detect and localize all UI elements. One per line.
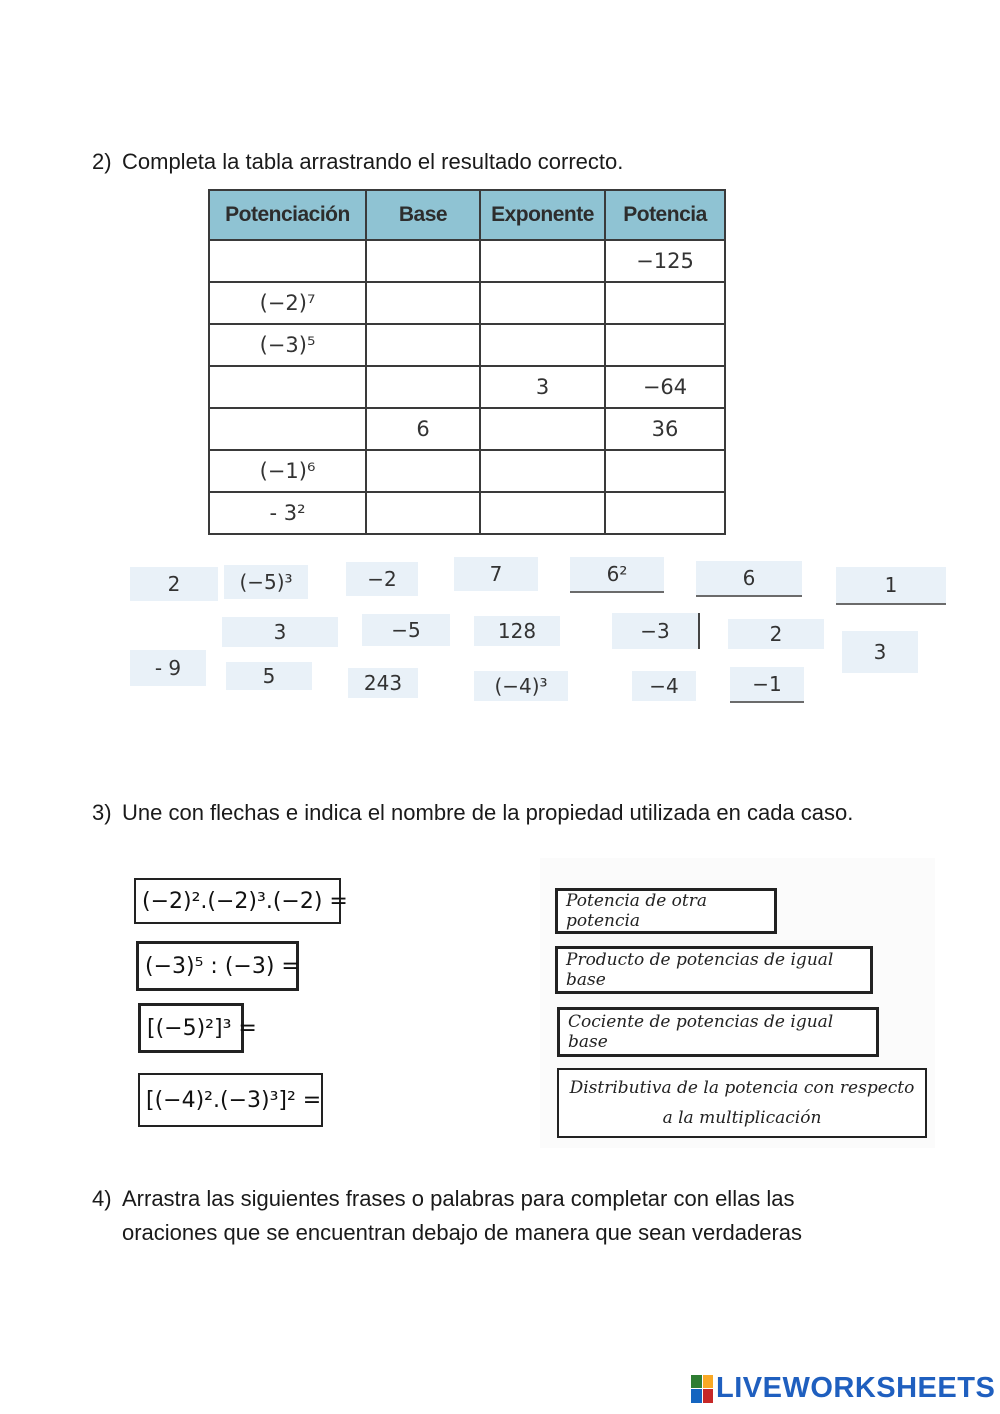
drag-tile[interactable]: (−5)³ xyxy=(224,565,308,599)
drag-tile[interactable]: 128 xyxy=(474,616,560,646)
drag-tile[interactable]: 3 xyxy=(222,617,338,647)
drag-tile[interactable]: 7 xyxy=(454,557,538,591)
drag-tile[interactable]: 6 xyxy=(696,561,802,597)
table-header-row xyxy=(209,190,725,240)
question-text: Une con flechas e indica el nombre de la propiedad utilizada en cada caso. xyxy=(122,800,854,825)
expression-product[interactable]: (−2)².(−2)³.(−2) = xyxy=(134,878,341,924)
drop-cell[interactable] xyxy=(366,450,480,492)
drop-cell[interactable] xyxy=(605,450,725,492)
table-cell: - 3² xyxy=(209,492,366,534)
drag-tile[interactable]: 3 xyxy=(842,631,918,673)
drag-tile[interactable]: 5 xyxy=(226,662,312,690)
drop-cell[interactable] xyxy=(366,366,480,408)
header-potencia: Potencia xyxy=(605,190,725,240)
drag-tile[interactable]: - 9 xyxy=(130,650,206,686)
drop-cell[interactable] xyxy=(366,240,480,282)
property-quotient-same-base[interactable]: Cociente de potencias de igual base xyxy=(557,1007,879,1057)
question-text-line-2: oraciones que se encuentran debajo de manera que sean verdaderas xyxy=(122,1220,803,1245)
table-cell: (−2)⁷ xyxy=(209,282,366,324)
table-cell: −64 xyxy=(605,366,725,408)
drop-cell[interactable] xyxy=(605,324,725,366)
drop-cell[interactable] xyxy=(209,408,366,450)
drag-tile[interactable]: 2 xyxy=(728,619,824,649)
logo-square xyxy=(703,1375,714,1389)
header-base: Base xyxy=(366,190,480,240)
table-row xyxy=(209,240,725,282)
expression-power-of-power[interactable]: [(−5)²]³ = xyxy=(138,1003,244,1053)
question-number: 4) xyxy=(92,1186,112,1211)
powers-table xyxy=(208,189,726,535)
expression-quotient[interactable]: (−3)⁵ : (−3) = xyxy=(136,941,299,991)
drag-tile[interactable]: −5 xyxy=(362,614,450,646)
logo-square xyxy=(703,1389,714,1403)
table-cell: (−1)⁶ xyxy=(209,450,366,492)
question-3-heading xyxy=(92,796,853,830)
powers-table-wrapper xyxy=(208,189,726,535)
drop-cell[interactable] xyxy=(366,324,480,366)
header-potenciacion: Potenciación xyxy=(209,190,366,240)
drop-cell[interactable] xyxy=(366,282,480,324)
table-cell: 6 xyxy=(366,408,480,450)
table-cell: 3 xyxy=(480,366,605,408)
table-row xyxy=(209,366,725,408)
question-2-heading xyxy=(92,145,623,179)
liveworksheets-logo xyxy=(691,1372,995,1405)
question-text-line-1: Arrastra las siguientes frases o palabras para completar con ellas las xyxy=(122,1186,795,1211)
property-distributive[interactable] xyxy=(557,1068,927,1138)
drag-tile[interactable]: −2 xyxy=(346,562,418,596)
drag-tile[interactable]: 6² xyxy=(570,557,664,593)
drag-tile[interactable]: 243 xyxy=(348,668,418,698)
question-text: Completa la tabla arrastrando el resultado correcto. xyxy=(122,149,624,174)
question-number: 2) xyxy=(92,149,112,174)
drag-tile[interactable]: −3 xyxy=(612,613,700,649)
drop-cell[interactable] xyxy=(480,324,605,366)
table-cell: 36 xyxy=(605,408,725,450)
logo-text: LIVEWORKSHEETS xyxy=(716,1372,996,1404)
header-exponente: Exponente xyxy=(480,190,605,240)
drop-cell[interactable] xyxy=(480,282,605,324)
expression-distributive[interactable]: [(−4)².(−3)³]² = xyxy=(138,1073,323,1127)
property-power-of-power[interactable]: Potencia de otra potencia xyxy=(555,888,777,934)
table-cell: (−3)⁵ xyxy=(209,324,366,366)
drop-cell[interactable] xyxy=(480,240,605,282)
property-line-2: a la multiplicación xyxy=(662,1108,822,1128)
drop-cell[interactable] xyxy=(480,408,605,450)
question-number: 3) xyxy=(92,800,112,825)
drop-cell[interactable] xyxy=(480,450,605,492)
drag-tile[interactable]: (−4)³ xyxy=(474,671,568,701)
drop-cell[interactable] xyxy=(209,366,366,408)
property-product-same-base[interactable]: Producto de potencias de igual base xyxy=(555,946,873,994)
table-cell: −125 xyxy=(605,240,725,282)
drag-tile[interactable]: −1 xyxy=(730,667,804,703)
property-line-1: Distributiva de la potencia con respecto xyxy=(569,1078,915,1098)
drag-tile[interactable]: 1 xyxy=(836,567,946,605)
drop-cell[interactable] xyxy=(209,240,366,282)
table-row xyxy=(209,282,725,324)
logo-square xyxy=(691,1389,702,1403)
question-4-heading xyxy=(92,1182,912,1250)
table-row xyxy=(209,408,725,450)
drop-cell[interactable] xyxy=(480,492,605,534)
table-row xyxy=(209,324,725,366)
logo-square xyxy=(691,1375,702,1389)
liveworksheets-logo-icon xyxy=(691,1375,713,1403)
table-row xyxy=(209,492,725,534)
drag-tile[interactable]: 2 xyxy=(130,567,218,601)
drop-cell[interactable] xyxy=(605,492,725,534)
table-row xyxy=(209,450,725,492)
drop-cell[interactable] xyxy=(366,492,480,534)
drag-tile[interactable]: −4 xyxy=(632,671,696,701)
drop-cell[interactable] xyxy=(605,282,725,324)
